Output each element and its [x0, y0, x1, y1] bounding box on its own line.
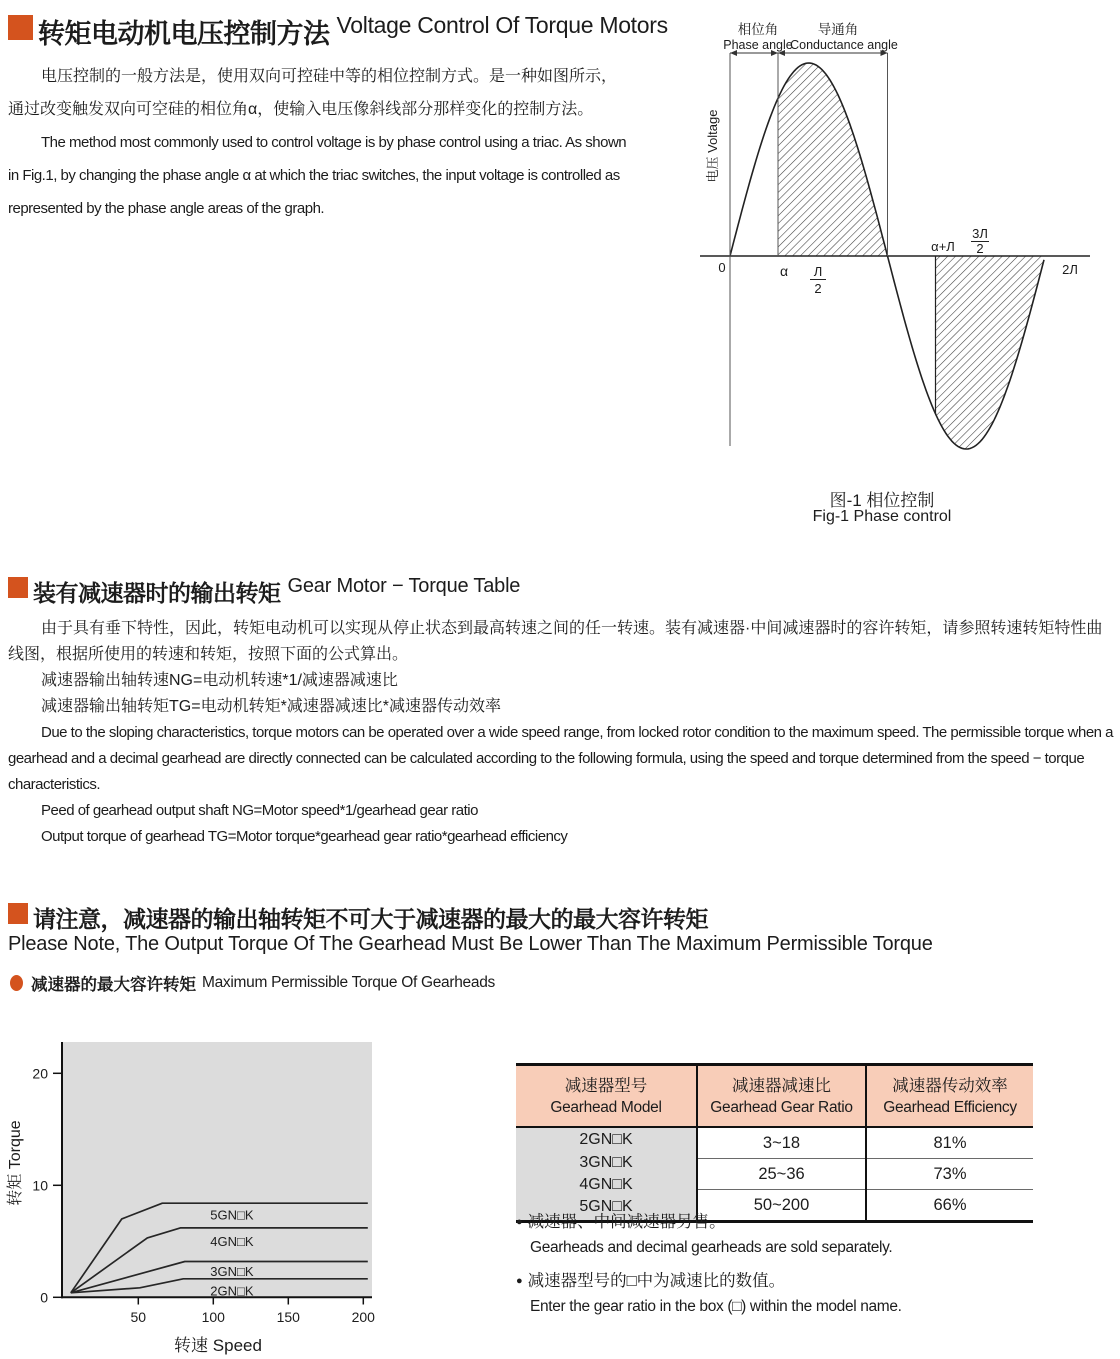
svg-text:5GN□K: 5GN□K [210, 1207, 254, 1223]
paragraph-line: 电压控制的一般方法是，使用双向可控硅中等的相位控制方式。是一种如图所示， [41, 68, 618, 85]
section1-title-zh: 转矩电动机电压控制方法 [38, 19, 330, 49]
section3-heading [8, 901, 708, 934]
note-bullet-icon: ● [516, 1275, 523, 1287]
svg-text:相位角: 相位角 [737, 22, 779, 37]
sub-bullet-en: Maximum Permissible Torque Of Gearheads [202, 974, 495, 991]
svg-text:导通角: 导通角 [817, 22, 859, 37]
svg-text:3GN□K: 3GN□K [210, 1264, 254, 1280]
efficiency-cell: 66% [866, 1190, 1033, 1222]
header-label: Gearhead Gear Ratio [710, 1098, 853, 1116]
svg-text:转速 Speed: 转速 Speed [174, 1336, 262, 1355]
sub-bullet-line [6, 971, 495, 995]
formula-line: Output torque of gearhead TG=Motor torque*gearhead gear ratio*gearhead efficiency [41, 828, 568, 845]
ratio-cell: 50~200 [697, 1190, 866, 1222]
note-text-zh: 减速器、中间减速器另售。 [527, 1213, 726, 1231]
section1-heading [8, 12, 668, 51]
note-line: Enter the gear ratio in the box (□) within the model name. [530, 1298, 902, 1315]
svg-text:0: 0 [40, 1289, 48, 1306]
header-label: 减速器减速比 [732, 1076, 831, 1095]
svg-text:10: 10 [32, 1177, 48, 1194]
svg-text:4GN□K: 4GN□K [210, 1233, 254, 1249]
section2-heading [8, 575, 520, 608]
section1-title-en: Voltage Control Of Torque Motors [336, 12, 668, 38]
formula-line: 减速器输出轴转速NG=电动机转速*1/减速器减速比 [41, 672, 398, 689]
model-name: 2GN□K [579, 1131, 633, 1149]
svg-text:200: 200 [351, 1309, 375, 1325]
figure-caption-zh: 图-1 相位控制 [829, 491, 935, 510]
section-marker-icon [8, 903, 28, 924]
table-header-efficiency [866, 1065, 1033, 1128]
header-label: 减速器型号 [564, 1076, 648, 1095]
note-text-zh: 减速器型号的□中为减速比的数值。 [527, 1272, 786, 1290]
svg-text:α+Л: α+Л [931, 239, 955, 254]
model-list-cell [516, 1127, 697, 1222]
note-line [516, 1268, 1076, 1294]
svg-text:2: 2 [814, 281, 822, 296]
table-row [516, 1127, 1033, 1159]
section-marker-icon [8, 577, 28, 598]
table-header-ratio [697, 1065, 866, 1128]
table-header-row [516, 1065, 1033, 1128]
section2-title-en: Gear Motor − Torque Table [287, 575, 521, 597]
svg-text:α: α [779, 263, 789, 279]
paragraph-line: Due to the sloping characteristics, torque motors can be operated over a wide speed range, from locked rotor condition to the maximum speed. The permissible torque when a [41, 724, 1114, 741]
formula-line: 减速器输出轴转矩TG=电动机转矩*减速器减速比*减速器传动效率 [41, 698, 502, 715]
header-label: Gearhead Model [550, 1098, 662, 1116]
paragraph-line: gearhead and a decimal gearhead are directly connected can be calculated according to the following formula, using the speed and torque determined from the speed − torque [8, 750, 1085, 767]
svg-text:50: 50 [130, 1309, 147, 1325]
phase-control-diagram [692, 6, 1112, 476]
section2-title-zh: 装有减速器时的输出转矩 [33, 580, 281, 606]
svg-text:转矩 Torque: 转矩 Torque [7, 1120, 24, 1206]
notes [516, 1209, 1076, 1320]
paragraph-line: The method most commonly used to control voltage is by phase control using a triac. As shown [41, 134, 627, 151]
torque-speed-chart [0, 1040, 430, 1359]
svg-text:2GN□K: 2GN□K [210, 1283, 254, 1299]
section-marker-icon [8, 15, 33, 40]
header-label: 减速器传动效率 [892, 1076, 1008, 1095]
efficiency-cell: 73% [866, 1159, 1033, 1190]
paragraph-line: in Fig.1, by changing the phase angle α at which the triac switches, the input voltage is controlled as [8, 167, 620, 184]
section1-body [8, 60, 680, 225]
svg-text:3Л: 3Л [972, 226, 988, 241]
section2-body [8, 616, 1116, 850]
formula-line: Peed of gearhead output shaft NG=Motor speed*1/gearhead gear ratio [41, 802, 478, 819]
svg-text:Conductance angle: Conductance angle [790, 38, 898, 52]
note-bullet-icon: ● [516, 1216, 523, 1228]
svg-text:0: 0 [718, 260, 726, 275]
svg-text:Л: Л [813, 264, 823, 279]
gearhead-table [516, 1063, 1033, 1223]
svg-text:20: 20 [32, 1065, 48, 1082]
header-label: Gearhead Efficiency [883, 1098, 1017, 1116]
paragraph-line: 线图，根据所使用的转速和转矩，按照下面的公式算出。 [8, 646, 409, 663]
svg-text:2Л: 2Л [1062, 262, 1078, 277]
svg-text:2: 2 [976, 241, 984, 256]
section3-title-zh: 请注意，减速器的输出轴转矩不可大于减速器的最大的最大容许转矩 [33, 906, 708, 932]
ratio-cell: 25~36 [697, 1159, 866, 1190]
model-name: 4GN□K [579, 1176, 633, 1193]
sub-bullet-zh: 减速器的最大容许转矩 [31, 976, 196, 994]
svg-text:Phase angle: Phase angle [723, 38, 793, 52]
model-name: 5GN□K [579, 1198, 633, 1216]
svg-text:100: 100 [201, 1309, 225, 1325]
table-header-model [516, 1065, 697, 1128]
bullet-dot-icon [10, 975, 23, 991]
svg-text:电压 Voltage: 电压 Voltage [705, 109, 720, 183]
paragraph-line: represented by the phase angle areas of the graph. [8, 200, 325, 217]
ratio-cell: 3~18 [697, 1127, 866, 1159]
paragraph-line: 由于具有垂下特性，因此，转矩电动机可以实现从停止状态到最高转速之间的任一转速。装有减速器·中间减速器时的容许转矩，请参照转速转矩特性曲 [41, 620, 1103, 637]
paragraph-line: 通过改变触发双向可空硅的相位角α，使输入电压像斜线部分那样变化的控制方法。 [8, 101, 594, 118]
paragraph-line: characteristics. [8, 776, 101, 793]
efficiency-cell: 81% [866, 1127, 1033, 1159]
section3-title-en: Please Note, The Output Torque Of The Gearhead Must Be Lower Than The Maximum Permissible Torque [8, 933, 933, 955]
note-line: Gearheads and decimal gearheads are sold separately. [530, 1239, 893, 1256]
note-line [516, 1209, 1076, 1235]
model-name: 3GN□K [579, 1153, 633, 1171]
figure-caption-en: Fig-1 Phase control [812, 508, 952, 525]
svg-text:150: 150 [276, 1309, 300, 1325]
